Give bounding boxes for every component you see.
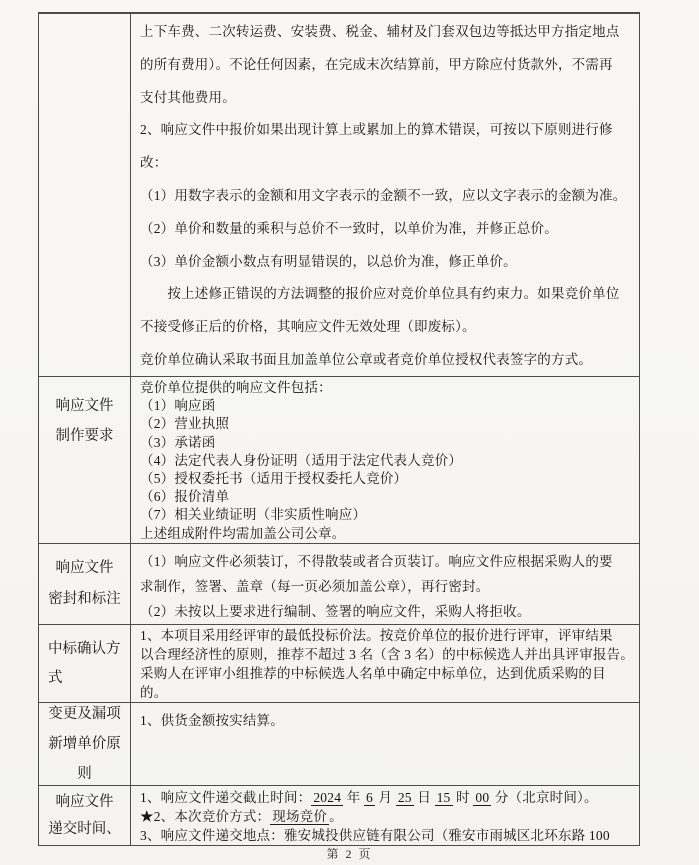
table-row-sealing-and-marking bbox=[39, 544, 639, 625]
row-label-line: 响应文件 bbox=[55, 398, 114, 414]
text-line: 的所有费用）。不论任何因素，在完成末次结算前，甲方除应付货款外，不需再 bbox=[140, 56, 613, 72]
text-line: （3）单价金额小数点有明显错误的，以总价为准，修正单价。 bbox=[140, 253, 517, 269]
text-line: 不接受修正后的价格，其响应文件无效处理（即废标）。 bbox=[140, 319, 476, 335]
deadline-hour-value: 15 bbox=[436, 790, 451, 805]
text-line: （1）响应文件必须装订，不得散装或者合页装订。响应文件应根据采购人的要 bbox=[140, 554, 613, 569]
submission-location-line: 3、响应文件递交地点：雅安城投供应链有限公司（雅安市雨城区北环东路 100 bbox=[140, 828, 610, 843]
deadline-prefix: 1、响应文件递交截止时间： bbox=[140, 790, 312, 805]
text-line: 以合理经济性的原则，推荐不超过 3 名（含 3 名）的中标候选人并出具评审报告。 bbox=[140, 647, 634, 662]
text-line: 1、本项目采用经评审的最低投标价法。按竞价单位的报价进行评审，评审结果 bbox=[140, 628, 613, 643]
text-line: 支付其他费用。 bbox=[140, 89, 236, 105]
row-label-line: 递交时间、 bbox=[48, 820, 121, 837]
row-content bbox=[131, 14, 639, 376]
table-row-price-correction-terms bbox=[39, 14, 639, 377]
deadline-day-value: 25 bbox=[397, 790, 412, 805]
row-label-line: 中标确认方 bbox=[48, 640, 121, 657]
row-label-line: 密封和标注 bbox=[48, 591, 121, 607]
table-row-response-doc-requirements bbox=[39, 377, 639, 544]
text-line: 上下车费、二次转运费、安装费、税金、辅材及门套双包边等抵达甲方指定地点 bbox=[140, 24, 620, 39]
row-label bbox=[39, 625, 131, 702]
row-content bbox=[131, 544, 639, 624]
minute-unit: 分（北京时间）。 bbox=[491, 790, 598, 805]
text-line: （2）营业执照 bbox=[140, 416, 230, 432]
table-row-award-confirmation bbox=[39, 625, 639, 703]
text-line: （2）未按以上要求进行编制、签署的响应文件，采购人将拒收。 bbox=[140, 604, 531, 619]
text-line: 1、供货金额按实结算。 bbox=[140, 713, 284, 728]
row-label bbox=[39, 377, 131, 543]
row-content bbox=[131, 377, 639, 543]
row-label bbox=[39, 544, 131, 624]
text-line: 改： bbox=[140, 155, 168, 171]
text-line: （2）单价和数量的乘积与总价不一致时，以单价为准，并修正总价。 bbox=[140, 220, 558, 236]
page-number: 第 2 页 bbox=[326, 847, 373, 861]
bidding-mode-prefix: ★2、本次竞价方式： bbox=[140, 809, 271, 824]
bidding-terms-table bbox=[38, 12, 640, 846]
row-label-line: 则 bbox=[77, 766, 92, 782]
row-content bbox=[131, 703, 639, 785]
row-label-line: 制作要求 bbox=[55, 428, 114, 444]
row-label-line: 变更及漏项 bbox=[48, 706, 121, 722]
text-line: 的。 bbox=[140, 685, 168, 700]
text-line: （5）授权委托书（适用于授权委托人竞价） bbox=[140, 471, 408, 487]
text-line: 上述组成附件均需加盖公司公章。 bbox=[140, 525, 346, 541]
row-label-line: 新增单价原 bbox=[48, 736, 121, 752]
text-line: 竞价单位提供的响应文件包括： bbox=[140, 380, 332, 395]
text-line: （7）相关业绩证明（非实质性响应） bbox=[140, 507, 367, 523]
year-unit: 年 bbox=[343, 790, 365, 805]
row-label bbox=[39, 703, 131, 785]
text-line: 按上述修正错误的方法调整的报价应对竞价单位具有约束力。如果竞价单位 bbox=[140, 286, 620, 302]
row-label bbox=[39, 786, 131, 845]
row-label-empty bbox=[39, 14, 131, 376]
month-unit: 月 bbox=[374, 790, 396, 805]
text-line: 采购人在评审小组推荐的中标候选人名单中确定中标单位，达到优质采购的目 bbox=[140, 666, 606, 681]
text-line: （3）承诺函 bbox=[140, 434, 216, 450]
hour-unit: 时 bbox=[452, 790, 474, 805]
text-line: （1）响应函 bbox=[140, 398, 216, 414]
deadline-year-value: 2024 bbox=[313, 790, 342, 805]
bidding-mode-line bbox=[140, 807, 635, 826]
text-line: 求制作，签署、盖章（每一页必须加盖公章），再行密封。 bbox=[140, 579, 490, 594]
day-unit: 日 bbox=[413, 790, 435, 805]
row-label-line: 响应文件 bbox=[55, 793, 114, 810]
bidding-mode-suffix: 。 bbox=[329, 809, 343, 824]
text-line: （4）法定代表人身份证明（适用于法定代表人竞价） bbox=[140, 452, 463, 468]
text-line: （6）报价清单 bbox=[140, 489, 230, 505]
row-label-line: 响应文件 bbox=[55, 560, 114, 576]
row-content bbox=[131, 786, 639, 845]
table-row-submission-time bbox=[39, 786, 639, 845]
table-row-change-omission-pricing bbox=[39, 703, 639, 786]
text-line: （1）用数字表示的金额和用文字表示的金额不一致，应以文字表示的金额为准。 bbox=[140, 187, 627, 203]
submission-deadline-line bbox=[140, 788, 635, 807]
text-line: 竞价单位确认采取书面且加盖单位公章或者竞价单位授权代表签字的方式。 bbox=[140, 351, 593, 367]
row-label-line: 式 bbox=[48, 669, 63, 686]
text-line: 2、响应文件中报价如果出现计算上或累加上的算术错误，可按以下原则进行修 bbox=[140, 122, 613, 138]
row-content bbox=[131, 625, 639, 702]
deadline-minute-value: 00 bbox=[475, 790, 490, 805]
bidding-mode-value: 现场竞价 bbox=[272, 809, 328, 824]
deadline-month-value: 6 bbox=[366, 790, 373, 805]
